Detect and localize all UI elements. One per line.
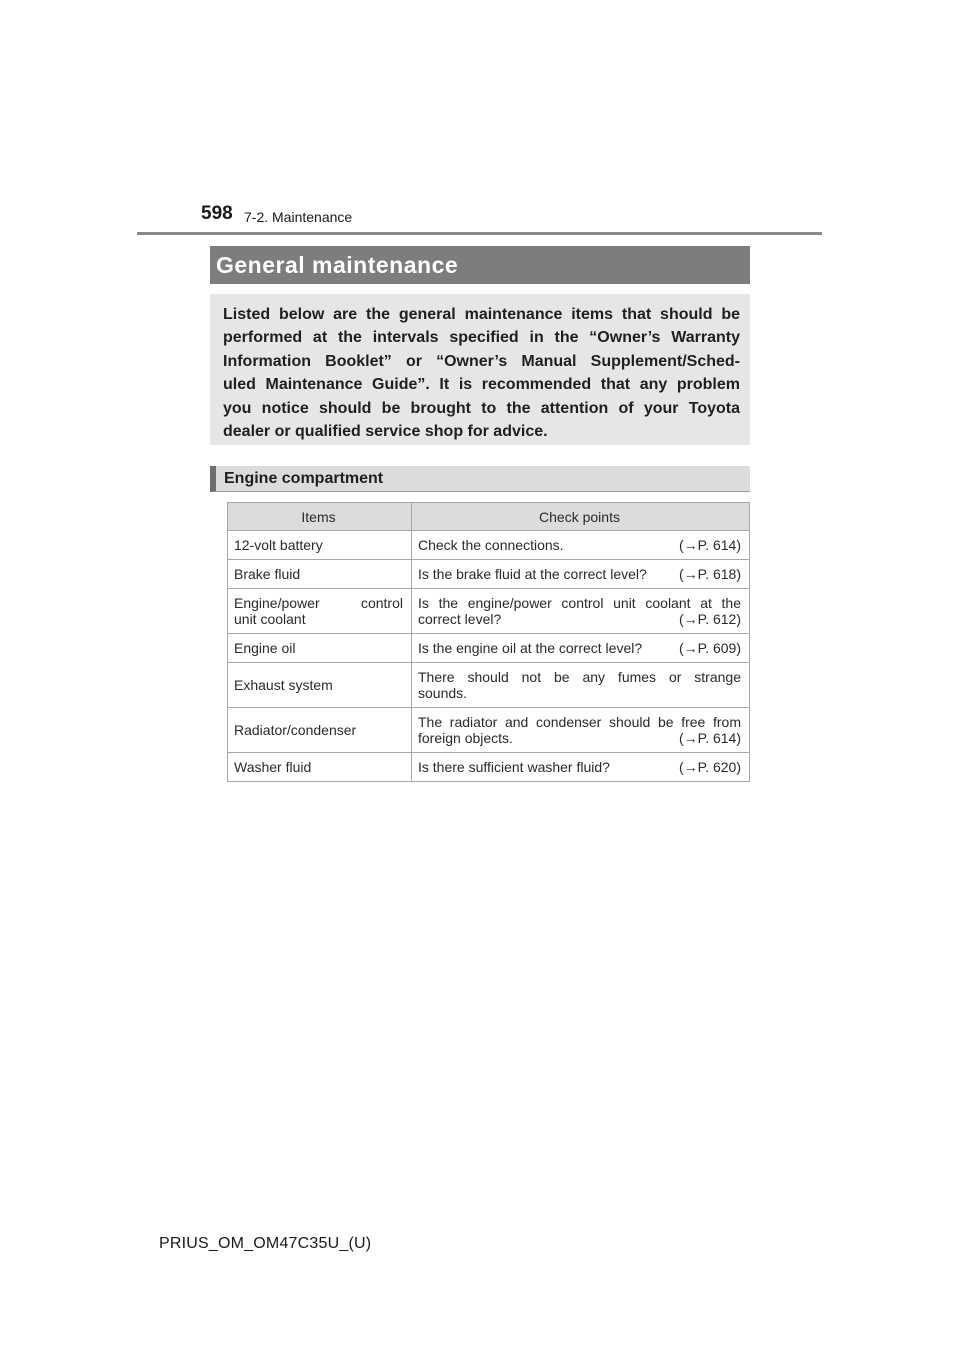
check-cell [412,663,750,708]
table-header-row [228,503,750,531]
item-text: unit coolant [234,611,306,627]
item-text: Exhaust system [234,677,333,693]
intro-line: Information Booklet” or “Owner’s Manual Supplement/Sched- [223,352,740,370]
item-cell [228,531,412,560]
check-cell [412,531,750,560]
table-row [228,560,750,589]
page-reference: (→P. 609) [679,640,741,656]
subheading-engine-compartment: Engine compartment [210,466,750,492]
check-text-line2 [418,611,741,627]
table-row [228,663,750,708]
page-reference: (→P. 612) [679,611,741,627]
header-rule [137,232,822,235]
page-reference: (→P. 614) [679,730,741,746]
check-text: The radiator and condenser should be free from [418,714,741,730]
item-text: Engine/power control [234,595,403,611]
page-reference: (→P. 614) [679,537,741,553]
check-text: There should not be any fumes or strange [418,669,741,685]
item-text: Washer fluid [234,759,312,775]
table-row [228,708,750,753]
column-header-check-points: Check points [412,503,750,531]
table-row [228,589,750,634]
check-table [227,502,750,782]
item-cell [228,560,412,589]
intro-line: performed at the intervals specified in the “Owner’s Warranty [223,329,740,347]
item-cell [228,634,412,663]
item-text: Radiator/condenser [234,722,357,738]
intro-line: you notice should be brought to the attention of your Toyota [223,399,740,417]
table-row [228,531,750,560]
page-number: 598 [201,203,233,224]
intro-line: dealer or qualified service shop for advice. [223,423,548,441]
item-cell [228,708,412,753]
check-text: Check the connections. [418,537,564,553]
table-row [228,634,750,663]
check-text: Is there sufficient washer fluid? [418,759,610,775]
check-text: correct level? [418,611,502,627]
section-reference: 7-2. Maintenance [244,209,353,225]
intro-line: Listed below are the general maintenance items that should be [223,306,740,323]
table-row [228,753,750,782]
check-text: sounds. [418,685,468,701]
page-reference: (→P. 618) [679,566,741,582]
check-cell [412,708,750,753]
page-reference: (→P. 620) [679,759,741,775]
column-header-items: Items [228,503,412,531]
item-text: Brake fluid [234,566,301,582]
check-cell [412,634,750,663]
check-cell [412,753,750,782]
check-cell [412,560,750,589]
item-cell [228,589,412,634]
section-title: General maintenance [210,246,750,284]
check-text: foreign objects. [418,730,513,746]
footer-document-code: PRIUS_OM_OM47C35U_(U) [159,1235,372,1252]
item-cell [228,753,412,782]
check-cell [412,589,750,634]
intro-line: uled Maintenance Guide”. It is recommended that any problem [223,376,740,394]
check-text: Is the brake fluid at the correct level? [418,566,647,582]
item-text: Engine oil [234,640,296,656]
check-text: Is the engine oil at the correct level? [418,640,643,656]
intro-box [210,294,750,445]
check-text: Is the engine/power control unit coolant at the [418,595,741,611]
check-text-line2 [418,730,741,746]
item-text: 12-volt battery [234,537,323,553]
item-cell [228,663,412,708]
